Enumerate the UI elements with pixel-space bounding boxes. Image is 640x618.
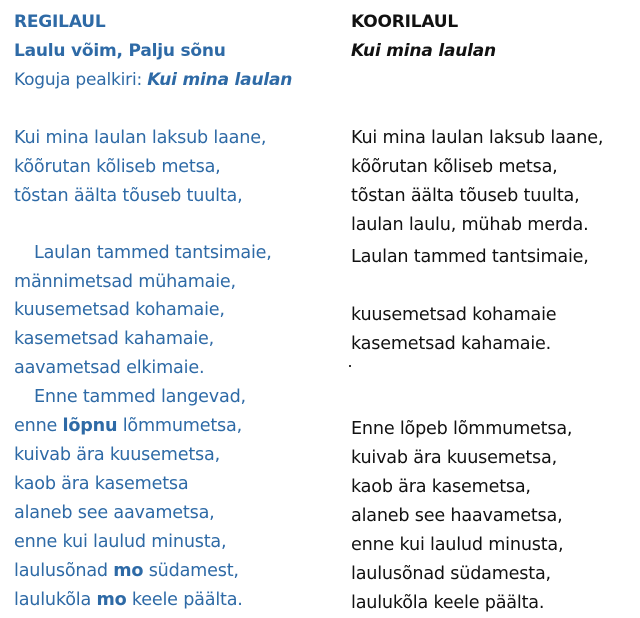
verse-line: kuivab ära kuusemetsa,: [14, 445, 220, 465]
stray-dot: [349, 365, 351, 367]
verse-line: tõstan äälta tõuseb tuulta,: [14, 186, 243, 206]
verse-line: tõstan äälta tõuseb tuulta,: [351, 186, 580, 206]
verse-line: alaneb see aavametsa,: [14, 503, 215, 523]
collection-title: Kui mina laulan: [147, 70, 293, 90]
verse-text: lõmmumetsa,: [117, 416, 242, 436]
verse-text: laulukõla: [14, 590, 97, 610]
collection-label: Koguja pealkiri:: [14, 70, 143, 90]
verse-line: kasemetsad kahamaie.: [351, 334, 552, 354]
verse-line: Enne tammed langevad,: [34, 387, 246, 407]
regilaul-subtitle: Laulu võim, Palju sõnu: [14, 41, 226, 61]
collection-line: [14, 69, 292, 91]
verse-line: kasemetsad kahamaie,: [14, 329, 215, 349]
verse-line: kaob ära kasemetsa,: [351, 477, 531, 497]
verse-line: aavametsad elkimaie.: [14, 358, 205, 378]
verse-line: enne kui laulud minusta,: [351, 535, 564, 555]
verse-emphasis: mo: [96, 590, 127, 610]
verse-line: Laulan tammed tantsimaie,: [351, 247, 589, 267]
verse-emphasis: mo: [113, 561, 144, 581]
verse-line: laulusõnad südamesta,: [351, 564, 551, 584]
verse-line: laulukõla keele päälta.: [351, 593, 545, 613]
verse-line: alaneb see haavametsa,: [351, 506, 563, 526]
verse-text: südamest,: [143, 561, 239, 581]
koorilaul-heading: KOORILAUL: [351, 12, 459, 32]
regilaul-heading: REGILAUL: [14, 12, 106, 32]
verse-line: laulan laulu, mühab merda.: [351, 215, 589, 235]
verse-line: kuivab ära kuusemetsa,: [351, 448, 557, 468]
verse-line: enne kui laulud minusta,: [14, 532, 227, 552]
verse-emphasis: lõpnu: [62, 416, 118, 436]
verse-line: Laulan tammed tantsimaie,: [34, 243, 272, 263]
verse-line: kuusemetsad kohamaie,: [14, 300, 225, 320]
verse-line: kuusemetsad kohamaie: [351, 305, 557, 325]
verse-line: [14, 414, 242, 438]
verse-text: keele päälta.: [126, 590, 243, 610]
verse-line: kõõrutan kõliseb metsa,: [14, 157, 221, 177]
verse-text: enne: [14, 416, 63, 436]
verse-line: Kui mina laulan laksub laane,: [14, 128, 267, 148]
verse-line: Enne lõpeb lõmmumetsa,: [351, 419, 573, 439]
verse-line: kaob ära kasemetsa: [14, 474, 189, 494]
verse-line: kõõrutan kõliseb metsa,: [351, 157, 558, 177]
verse-line: [14, 588, 243, 612]
verse-line: männimetsad mühamaie,: [14, 272, 236, 292]
verse-line: Kui mina laulan laksub laane,: [351, 128, 604, 148]
verse-text: laulusõnad: [14, 561, 114, 581]
koorilaul-subtitle: Kui mina laulan: [351, 41, 496, 61]
verse-line: [14, 559, 239, 583]
